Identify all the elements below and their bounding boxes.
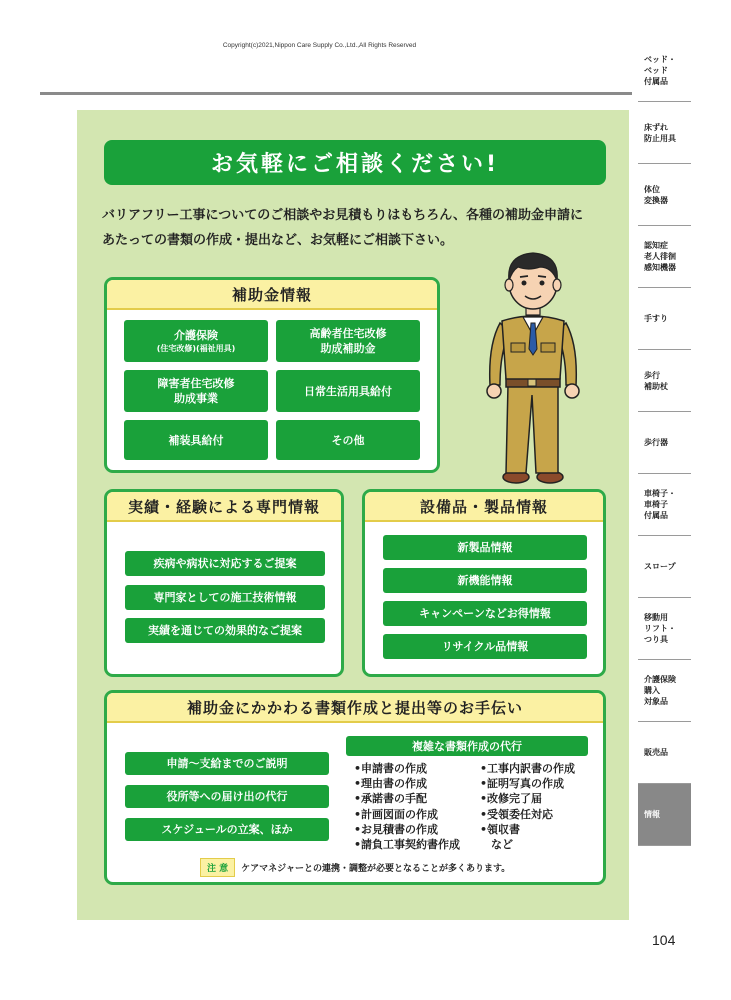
paperwork-item-schedule: スケジュールの立案、ほか [125,818,329,841]
category-index [638,40,691,846]
expertise-heading: 実績・経験による専門情報 [107,492,341,522]
list-item: •請負工事契約書作成 [354,838,461,852]
paperwork-heading: 補助金にかかわる書類作成と提出等のお手伝い [107,693,603,723]
index-tab-info[interactable]: 情報 [638,784,691,846]
top-rule [40,92,632,95]
subsidy-item-orthosis: 補装具給付 [124,420,268,460]
products-heading: 設備品・製品情報 [365,492,603,522]
subsidy-item-daily: 日常生活用具給付 [276,370,420,412]
index-tab-dementia[interactable]: 認知症 老人徘徊 感知機器 [638,226,691,288]
index-tab-slope[interactable]: スロープ [638,536,691,598]
list-item: •工事内訳書の作成 [480,762,576,775]
list-item: •お見積書の作成 [354,822,439,836]
subsidy-item-other: その他 [276,420,420,460]
subsidy-item-elderly: 高齢者住宅改修 助成補助金 [276,320,420,362]
intro-line-2: あたっての書類の作成・提出など、お気軽にご相談下さい。 [102,233,454,248]
page-title: お気軽にご相談ください! [104,140,606,185]
products-item-new: 新製品情報 [383,535,587,560]
index-tab-beds[interactable]: ベッド・ ベッド 付属品 [638,40,691,102]
list-item: など [480,838,513,852]
subsidy-box [104,277,440,473]
index-tab-handrail[interactable]: 手すり [638,288,691,350]
proxy-list-col2 [480,761,600,852]
products-box [362,489,606,677]
paperwork-item-filing: 役所等への届け出の代行 [125,785,329,808]
list-item: •申請書の作成 [354,762,428,775]
copyright-notice: Copyright(c)2021,Nippon Care Supply Co.,Ltd.,All Rights Reserved [222,42,417,49]
list-item: •理由書の作成 [354,777,428,791]
proxy-list-col1 [354,761,478,852]
subsidy-item-disabled: 障害者住宅改修 助成事業 [124,370,268,412]
list-item: •領収書 [480,822,521,836]
list-item: •改修完了届 [480,792,543,806]
index-tab-sales[interactable]: 販売品 [638,722,691,784]
worker-illustration [478,245,588,485]
index-tab-insurance[interactable]: 介護保険 購入 対象品 [638,660,691,722]
list-item: •計画図面の作成 [354,807,439,821]
index-tab-walker[interactable]: 歩行器 [638,412,691,474]
expertise-item-technique: 専門家としての施工技術情報 [125,585,325,610]
subsidy-heading: 補助金情報 [107,280,437,310]
note-badge: 注 意 [200,858,235,877]
paperwork-proxy-heading: 複雑な書類作成の代行 [346,736,588,756]
intro-line-1: バリアフリー工事についてのご相談やお見積もりはもちろん、各種の補助金申請に [102,208,584,223]
products-item-function: 新機能情報 [383,568,587,593]
index-tab-lift[interactable]: 移動用 リフト・ つり具 [638,598,691,660]
list-item: •受領委任対応 [480,807,554,821]
expertise-box [104,489,344,677]
index-tab-wheelchair[interactable]: 車椅子・ 車椅子 付属品 [638,474,691,536]
page-number: 104 [652,932,676,948]
index-tab-cane[interactable]: 歩行 補助杖 [638,350,691,412]
products-item-recycle: リサイクル品情報 [383,634,587,659]
paperwork-item-explanation: 申請～支給までのご説明 [125,752,329,775]
expertise-item-proposal: 疾病や病状に対応するご提案 [125,551,325,576]
index-tab-positioning[interactable]: 体位 変換器 [638,164,691,226]
expertise-item-results: 実績を通じての効果的なご提案 [125,618,325,643]
note-row [200,858,510,877]
products-item-campaign: キャンペーンなどお得情報 [383,601,587,626]
subsidy-item-kaigo: 介護保険 (住宅改修)(福祉用具) [124,320,268,362]
index-tab-bedsore[interactable]: 床ずれ 防止用具 [638,102,691,164]
list-item: •証明写真の作成 [480,777,565,791]
note-text: ケアマネジャーとの連携・調整が必要となることが多くあります。 [241,864,511,874]
list-item: •承諾書の手配 [354,792,428,806]
